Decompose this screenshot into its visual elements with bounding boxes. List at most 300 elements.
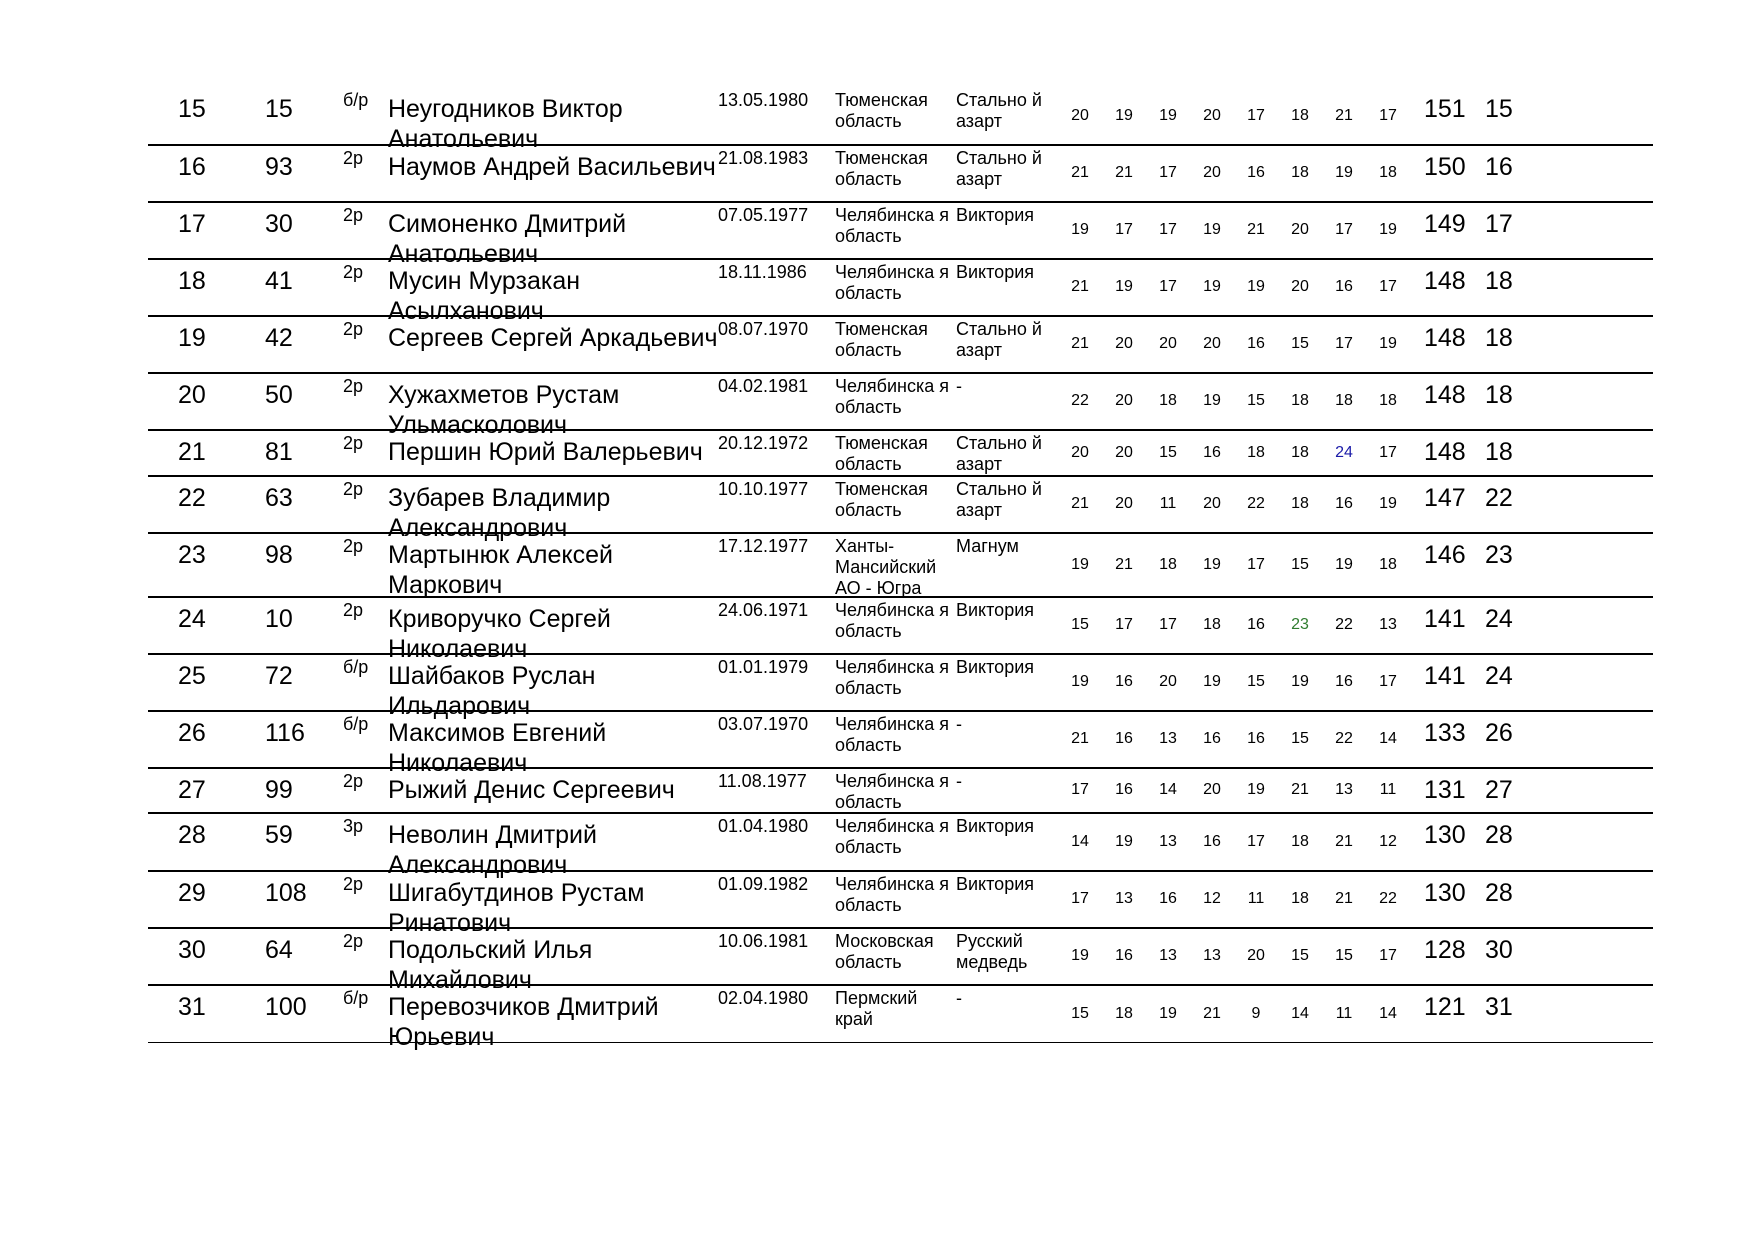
series-score: 21 (1071, 164, 1089, 182)
series-score: 18 (1203, 616, 1221, 634)
series-score: 18 (1291, 106, 1309, 124)
series-score: 16 (1335, 495, 1353, 513)
series-score: 13 (1115, 890, 1133, 908)
series-score: 15 (1159, 443, 1177, 461)
series-score: 17 (1379, 673, 1397, 691)
bib-number-cell: 50 (265, 381, 293, 409)
series-score: 19 (1071, 221, 1089, 239)
athlete-name-cell: Максимов Евгений Николаевич (388, 719, 607, 777)
club-cell: Виктория (956, 657, 1035, 677)
series-score: 18 (1159, 392, 1177, 410)
series-score: 22 (1071, 392, 1089, 410)
series-score: 19 (1379, 221, 1397, 239)
series-score: 13 (1159, 730, 1177, 748)
sport-rank-cell: б/р (343, 714, 369, 734)
series-scores (1051, 431, 1410, 475)
athlete-name-cell: Наумов Андрей Васильевич (388, 153, 716, 181)
total-score-cell: 146 (1424, 541, 1466, 569)
club-cell: Виктория (956, 600, 1035, 620)
athlete-name-cell: Шигабутдинов Рустам Ринатович (388, 879, 645, 937)
series-score: 17 (1071, 781, 1089, 799)
place-cell: 18 (178, 267, 206, 295)
series-score: 18 (1379, 555, 1397, 573)
series-score: 19 (1247, 278, 1265, 296)
club-cell: Виктория (956, 205, 1035, 225)
series-score: 16 (1115, 947, 1133, 965)
series-score: 14 (1379, 1004, 1397, 1022)
birth-date-cell: 21.08.1983 (718, 148, 809, 168)
place-cell: 28 (178, 821, 206, 849)
athlete-name-cell: Симоненко Дмитрий Анатольевич (388, 210, 627, 268)
series-score: 15 (1247, 673, 1265, 691)
series-score: 11 (1379, 781, 1397, 799)
series-scores (1051, 374, 1410, 429)
series-score: 20 (1115, 495, 1133, 513)
series-score: 15 (1335, 947, 1353, 965)
club-cell: - (956, 771, 962, 791)
series-score: 13 (1335, 781, 1353, 799)
birth-date-cell: 10.10.1977 (718, 479, 809, 499)
place-cell: 31 (178, 993, 206, 1021)
birth-date-cell: 03.07.1970 (718, 714, 809, 734)
bib-number-cell: 30 (265, 210, 293, 238)
club-cell: - (956, 988, 962, 1008)
series-score: 17 (1159, 221, 1177, 239)
total-score-cell: 130 (1424, 879, 1466, 907)
total-score-cell: 148 (1424, 324, 1466, 352)
series-scores (1051, 814, 1410, 870)
table-row (148, 146, 1653, 203)
place-cell: 19 (178, 324, 206, 352)
region-cell: Челябинска я область (835, 657, 949, 699)
birth-date-cell: 04.02.1981 (718, 376, 809, 396)
series-score: 18 (1379, 164, 1397, 182)
region-cell: Челябинска я область (835, 376, 949, 418)
series-score: 13 (1203, 947, 1221, 965)
series-score: 12 (1203, 890, 1221, 908)
final-place-cell: 24 (1485, 605, 1513, 633)
place-cell: 15 (178, 95, 206, 123)
place-cell: 25 (178, 662, 206, 690)
total-score-cell: 131 (1424, 776, 1466, 804)
club-cell: Стально й азарт (956, 148, 1042, 190)
birth-date-cell: 11.08.1977 (718, 771, 807, 791)
sport-rank-cell: 2р (343, 771, 364, 791)
table-row (148, 203, 1653, 268)
bib-number-cell: 59 (265, 821, 293, 849)
series-score: 20 (1203, 781, 1221, 799)
series-score: 19 (1159, 1004, 1177, 1022)
series-score: 19 (1291, 673, 1309, 691)
athlete-name-cell: Мартынюк Алексей Маркович (388, 541, 613, 599)
series-score: 21 (1071, 335, 1089, 353)
series-score: 17 (1115, 221, 1133, 239)
sport-rank-cell: 2р (343, 205, 364, 225)
bib-number-cell: 15 (265, 95, 293, 123)
series-score: 17 (1115, 616, 1133, 634)
sport-rank-cell: 2р (343, 148, 364, 168)
birth-date-cell: 18.11.1986 (718, 262, 807, 282)
final-place-cell: 18 (1485, 381, 1513, 409)
series-score: 14 (1071, 832, 1089, 850)
table-row (148, 598, 1653, 663)
series-score: 11 (1335, 1004, 1353, 1022)
region-cell: Челябинска я область (835, 874, 949, 916)
series-score: 22 (1379, 890, 1397, 908)
club-cell: - (956, 714, 962, 734)
bib-number-cell: 72 (265, 662, 293, 690)
series-score: 20 (1115, 335, 1133, 353)
series-score: 13 (1159, 832, 1177, 850)
series-score: 15 (1291, 335, 1309, 353)
club-cell: Русский медведь (956, 931, 1028, 973)
region-cell: Пермский край (835, 988, 918, 1030)
series-scores (1051, 986, 1410, 1042)
series-score: 16 (1247, 164, 1265, 182)
series-score: 19 (1379, 335, 1397, 353)
athlete-name-cell: Хужахметов Рустам Ульмасколович (388, 381, 620, 439)
series-score: 13 (1379, 616, 1397, 634)
series-score: 15 (1291, 730, 1309, 748)
series-score: 18 (1291, 443, 1309, 461)
series-score: 16 (1203, 443, 1221, 461)
final-place-cell: 30 (1485, 936, 1513, 964)
series-scores (1051, 655, 1410, 710)
series-score: 16 (1247, 335, 1265, 353)
series-score: 15 (1291, 555, 1309, 573)
athlete-name-cell: Шайбаков Руслан Ильдарович (388, 662, 596, 720)
series-score: 15 (1071, 616, 1089, 634)
final-place-cell: 28 (1485, 879, 1513, 907)
bib-number-cell: 93 (265, 153, 293, 181)
birth-date-cell: 13.05.1980 (718, 90, 809, 110)
bib-number-cell: 10 (265, 605, 293, 633)
sport-rank-cell: 2р (343, 600, 364, 620)
club-cell: Магнум (956, 536, 1019, 556)
region-cell: Челябинска я область (835, 816, 949, 858)
series-score: 19 (1115, 832, 1133, 850)
club-cell: - (956, 376, 962, 396)
birth-date-cell: 20.12.1972 (718, 433, 809, 453)
series-score: 20 (1203, 335, 1221, 353)
series-score: 19 (1335, 555, 1353, 573)
series-score: 15 (1071, 1004, 1089, 1022)
series-score: 19 (1115, 106, 1133, 124)
total-score-cell: 150 (1424, 153, 1466, 181)
series-score: 14 (1291, 1004, 1309, 1022)
region-cell: Ханты-Мансийский АО - Югра (835, 536, 937, 599)
series-score: 21 (1291, 781, 1309, 799)
series-score: 20 (1159, 673, 1177, 691)
table-row (148, 712, 1653, 777)
birth-date-cell: 01.09.1982 (718, 874, 809, 894)
series-score: 17 (1159, 278, 1177, 296)
club-cell: Виктория (956, 874, 1035, 894)
athlete-name-cell: Неволин Дмитрий Александрович (388, 821, 597, 879)
series-scores (1051, 477, 1410, 532)
series-score: 18 (1247, 443, 1265, 461)
birth-date-cell: 02.04.1980 (718, 988, 809, 1008)
series-score: 17 (1247, 555, 1265, 573)
final-place-cell: 18 (1485, 438, 1513, 466)
series-score: 15 (1247, 392, 1265, 410)
series-score: 21 (1115, 164, 1133, 182)
place-cell: 20 (178, 381, 206, 409)
athlete-name-cell: Зубарев Владимир Александрович (388, 484, 611, 542)
series-score: 16 (1203, 832, 1221, 850)
series-score: 21 (1203, 1004, 1221, 1022)
place-cell: 27 (178, 776, 206, 804)
series-score: 19 (1115, 278, 1133, 296)
place-cell: 22 (178, 484, 206, 512)
series-score: 18 (1291, 164, 1309, 182)
region-cell: Тюменская область (835, 148, 928, 190)
series-score: 13 (1159, 947, 1177, 965)
series-score: 20 (1071, 443, 1089, 461)
region-cell: Челябинска я область (835, 600, 949, 642)
club-cell: Виктория (956, 816, 1035, 836)
club-cell: Стально й азарт (956, 479, 1042, 521)
series-score: 20 (1247, 947, 1265, 965)
series-score: 16 (1247, 616, 1265, 634)
series-score: 17 (1247, 106, 1265, 124)
bib-number-cell: 81 (265, 438, 293, 466)
series-score: 16 (1115, 781, 1133, 799)
table-row (148, 431, 1653, 477)
club-cell: Стально й азарт (956, 433, 1042, 475)
total-score-cell: 130 (1424, 821, 1466, 849)
place-cell: 17 (178, 210, 206, 238)
total-score-cell: 148 (1424, 267, 1466, 295)
sport-rank-cell: б/р (343, 657, 369, 677)
series-score: 14 (1159, 781, 1177, 799)
total-score-cell: 141 (1424, 605, 1466, 633)
table-row (148, 88, 1653, 153)
series-scores (1051, 317, 1410, 372)
series-score: 17 (1379, 278, 1397, 296)
series-score: 20 (1071, 106, 1089, 124)
series-score: 18 (1291, 495, 1309, 513)
bib-number-cell: 41 (265, 267, 293, 295)
club-cell: Виктория (956, 262, 1035, 282)
series-score: 17 (1379, 947, 1397, 965)
final-place-cell: 28 (1485, 821, 1513, 849)
place-cell: 24 (178, 605, 206, 633)
table-row (148, 317, 1653, 374)
sport-rank-cell: б/р (343, 988, 369, 1008)
birth-date-cell: 07.05.1977 (718, 205, 809, 225)
series-score: 19 (1203, 221, 1221, 239)
series-score: 20 (1115, 392, 1133, 410)
series-score: 11 (1247, 890, 1265, 908)
bib-number-cell: 64 (265, 936, 293, 964)
series-score: 18 (1159, 555, 1177, 573)
bib-number-cell: 108 (265, 879, 307, 907)
series-score: 11 (1159, 495, 1177, 513)
series-score: 16 (1115, 673, 1133, 691)
series-score: 21 (1335, 832, 1353, 850)
series-score: 19 (1071, 673, 1089, 691)
series-score: 19 (1203, 673, 1221, 691)
table-row (148, 986, 1653, 1051)
total-score-cell: 128 (1424, 936, 1466, 964)
series-score: 16 (1335, 673, 1353, 691)
series-score: 20 (1291, 278, 1309, 296)
series-scores (1051, 712, 1410, 767)
series-score: 17 (1335, 221, 1353, 239)
club-cell: Стально й азарт (956, 90, 1042, 132)
table-row (148, 929, 1653, 994)
series-score: 17 (1379, 443, 1397, 461)
final-place-cell: 27 (1485, 776, 1513, 804)
total-score-cell: 141 (1424, 662, 1466, 690)
table-row (148, 872, 1653, 937)
athlete-name-cell: Першин Юрий Валерьевич (388, 438, 703, 466)
total-score-cell: 148 (1424, 381, 1466, 409)
table-row (148, 655, 1653, 720)
region-cell: Тюменская область (835, 319, 928, 361)
total-score-cell: 151 (1424, 95, 1466, 123)
results-table (148, 88, 1653, 1051)
table-row (148, 477, 1653, 542)
series-score: 17 (1159, 616, 1177, 634)
bib-number-cell: 42 (265, 324, 293, 352)
total-score-cell: 121 (1424, 993, 1466, 1021)
sport-rank-cell: 2р (343, 479, 364, 499)
series-scores (1051, 260, 1410, 315)
final-place-cell: 31 (1485, 993, 1513, 1021)
series-score: 20 (1203, 106, 1221, 124)
final-place-cell: 23 (1485, 541, 1513, 569)
series-scores (1051, 929, 1410, 984)
table-row (148, 769, 1653, 814)
birth-date-cell: 24.06.1971 (718, 600, 809, 620)
region-cell: Тюменская область (835, 433, 928, 475)
series-score: 18 (1291, 392, 1309, 410)
series-score: 19 (1247, 781, 1265, 799)
series-score: 21 (1335, 890, 1353, 908)
series-score: 18 (1291, 832, 1309, 850)
series-score: 19 (1335, 164, 1353, 182)
series-score: 17 (1071, 890, 1089, 908)
athlete-name-cell: Подольский Илья Михайлович (388, 936, 593, 994)
series-score: 14 (1379, 730, 1397, 748)
birth-date-cell: 10.06.1981 (718, 931, 809, 951)
series-score: 17 (1159, 164, 1177, 182)
series-score: 21 (1115, 555, 1133, 573)
bib-number-cell: 100 (265, 993, 307, 1021)
series-score: 16 (1247, 730, 1265, 748)
final-place-cell: 22 (1485, 484, 1513, 512)
series-score: 18 (1291, 890, 1309, 908)
athlete-name-cell: Неугодников Виктор Анатольевич (388, 95, 623, 153)
table-row (148, 374, 1653, 439)
series-scores (1051, 88, 1410, 144)
series-scores (1051, 146, 1410, 201)
series-score: 22 (1247, 495, 1265, 513)
series-score: 15 (1291, 947, 1309, 965)
birth-date-cell: 17.12.1977 (718, 536, 809, 556)
athlete-name-cell: Перевозчиков Дмитрий Юрьевич (388, 993, 659, 1051)
series-scores (1051, 203, 1410, 258)
series-score: 19 (1203, 555, 1221, 573)
series-score: 19 (1071, 947, 1089, 965)
series-score: 16 (1159, 890, 1177, 908)
series-score: 20 (1159, 335, 1177, 353)
region-cell: Тюменская область (835, 479, 928, 521)
series-score: 16 (1115, 730, 1133, 748)
birth-date-cell: 08.07.1970 (718, 319, 809, 339)
bib-number-cell: 99 (265, 776, 293, 804)
athlete-name-cell: Мусин Мурзакан Асылханович (388, 267, 581, 325)
series-score: 23 (1291, 616, 1309, 634)
region-cell: Челябинска я область (835, 205, 949, 247)
sport-rank-cell: 2р (343, 931, 364, 951)
place-cell: 23 (178, 541, 206, 569)
series-score: 17 (1379, 106, 1397, 124)
region-cell: Челябинска я область (835, 714, 949, 756)
series-score: 20 (1203, 495, 1221, 513)
series-scores (1051, 598, 1410, 653)
place-cell: 26 (178, 719, 206, 747)
series-score: 24 (1335, 443, 1353, 461)
sport-rank-cell: 3р (343, 816, 364, 836)
series-score: 18 (1115, 1004, 1133, 1022)
athlete-name-cell: Рыжий Денис Сергеевич (388, 776, 675, 804)
series-score: 22 (1335, 616, 1353, 634)
sport-rank-cell: 2р (343, 433, 364, 453)
series-score: 17 (1247, 832, 1265, 850)
region-cell: Тюменская область (835, 90, 928, 132)
place-cell: 29 (178, 879, 206, 907)
region-cell: Челябинска я область (835, 262, 949, 304)
series-score: 19 (1379, 495, 1397, 513)
club-cell: Стально й азарт (956, 319, 1042, 361)
birth-date-cell: 01.01.1979 (718, 657, 809, 677)
series-score: 12 (1379, 832, 1397, 850)
series-score: 16 (1203, 730, 1221, 748)
bib-number-cell: 63 (265, 484, 293, 512)
total-score-cell: 148 (1424, 438, 1466, 466)
series-score: 18 (1335, 392, 1353, 410)
series-score: 21 (1247, 221, 1265, 239)
final-place-cell: 18 (1485, 267, 1513, 295)
place-cell: 30 (178, 936, 206, 964)
sport-rank-cell: 2р (343, 262, 364, 282)
sport-rank-cell: 2р (343, 376, 364, 396)
series-score: 20 (1115, 443, 1133, 461)
sport-rank-cell: 2р (343, 536, 364, 556)
series-scores (1051, 769, 1410, 812)
series-score: 19 (1203, 278, 1221, 296)
table-row (148, 534, 1653, 598)
series-score: 9 (1251, 1004, 1261, 1022)
place-cell: 16 (178, 153, 206, 181)
bib-number-cell: 98 (265, 541, 293, 569)
sport-rank-cell: 2р (343, 874, 364, 894)
total-score-cell: 149 (1424, 210, 1466, 238)
final-place-cell: 18 (1485, 324, 1513, 352)
series-score: 22 (1335, 730, 1353, 748)
series-score: 21 (1071, 278, 1089, 296)
final-place-cell: 24 (1485, 662, 1513, 690)
total-score-cell: 147 (1424, 484, 1466, 512)
final-place-cell: 15 (1485, 95, 1513, 123)
final-place-cell: 17 (1485, 210, 1513, 238)
birth-date-cell: 01.04.1980 (718, 816, 809, 836)
total-score-cell: 133 (1424, 719, 1466, 747)
sport-rank-cell: б/р (343, 90, 369, 110)
